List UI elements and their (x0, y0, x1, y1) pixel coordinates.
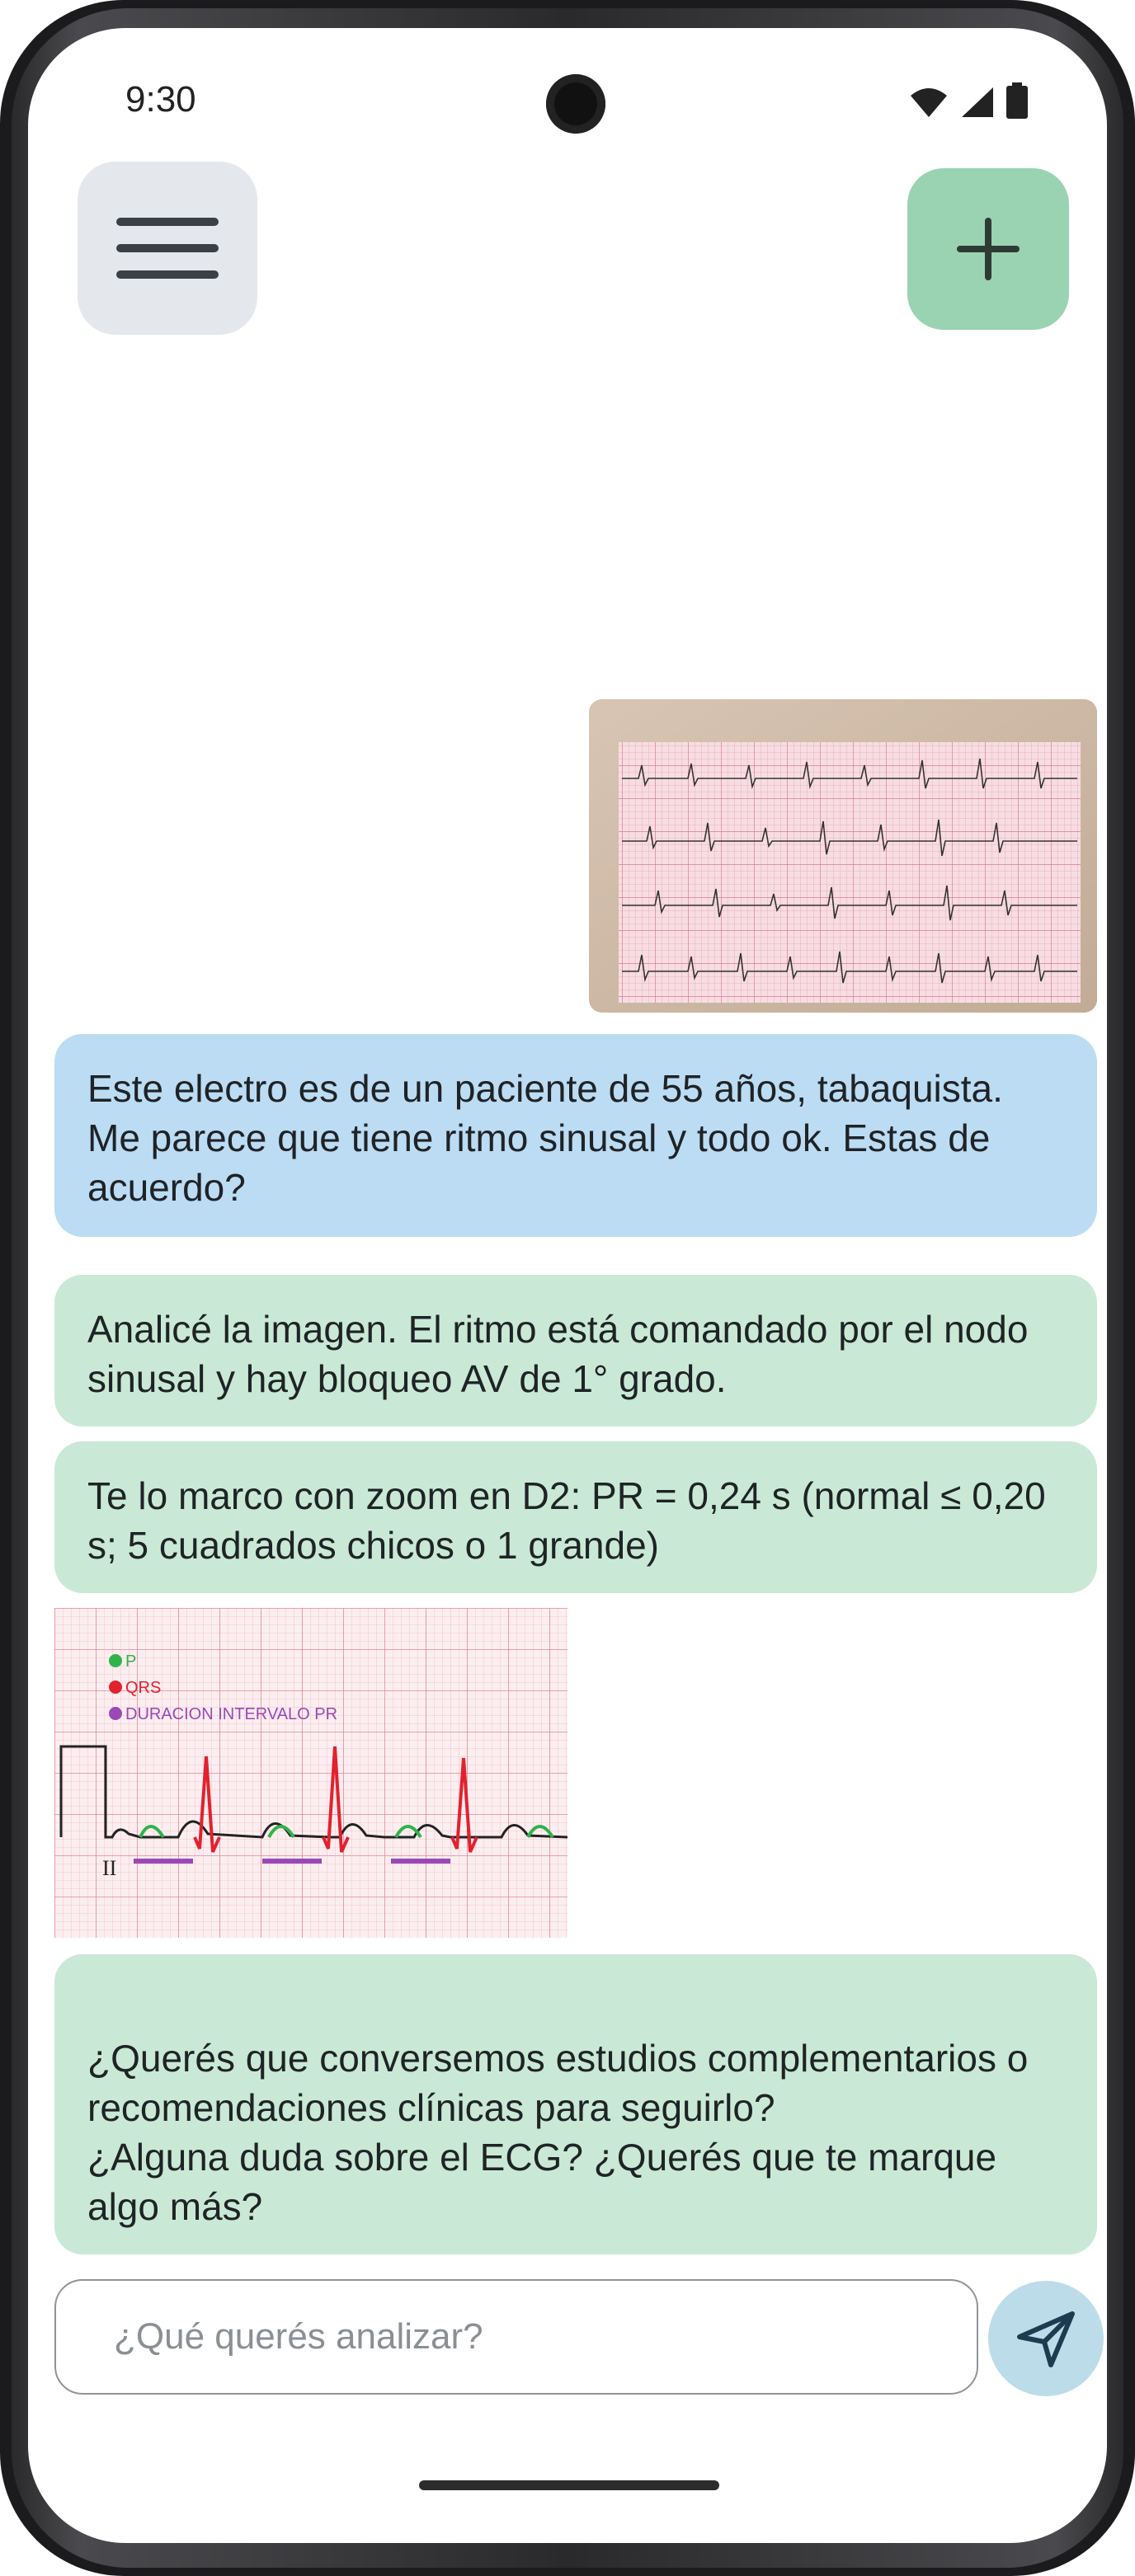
assistant-message-bubble (54, 1954, 1097, 2254)
lead-label: II (102, 1856, 117, 1880)
ecg-lead-ii-chart (54, 1608, 568, 1938)
plus-icon (907, 168, 1069, 330)
hamburger-menu-icon (116, 218, 219, 226)
assistant-message-bubble (54, 1275, 1097, 1427)
legend-pr-dot (109, 1707, 122, 1720)
new-chat-button[interactable] (907, 168, 1069, 330)
wifi-icon (909, 86, 949, 119)
battery-icon (1006, 82, 1028, 119)
status-bar (28, 28, 1107, 127)
legend-qrs-dot (109, 1681, 122, 1694)
screen (28, 28, 1107, 2543)
assistant-message-text: Te lo marco con zoom en D2: PR = 0,24 s (normal ≤ 0,20 s; 5 cuadrados chicos o 1 grande) (87, 1474, 1046, 1567)
status-icons (909, 82, 1028, 119)
legend-pr-label: DURACION INTERVALO PR (125, 1705, 338, 1723)
status-time: 9:30 (125, 79, 196, 120)
user-message-text: Este electro es de un paciente de 55 años, tabaquista. Me parece que tiene ritmo sinusal y todo ok. Estas de acuerdo? (87, 1067, 1003, 1209)
assistant-message-text: ¿Querés que conversemos estudios complementarios o recomendaciones clínicas para seguirlo? ¿Alguna duda sobre el ECG? ¿Querés que te marque algo más? (87, 2037, 1029, 2228)
assistant-message-text: Analicé la imagen. El ritmo está comandado por el nodo sinusal y hay bloqueo AV de 1° grado. (87, 1308, 1029, 1400)
message-input[interactable] (54, 2279, 978, 2395)
home-indicator[interactable] (419, 2480, 719, 2490)
front-camera (546, 74, 605, 134)
zoomed-ecg-image[interactable] (54, 1608, 568, 1938)
legend-p-dot (109, 1654, 122, 1667)
assistant-message-bubble (54, 1441, 1097, 1593)
user-message-bubble (54, 1034, 1097, 1237)
hamburger-menu-icon-line (116, 244, 219, 252)
ecg-strip-image (589, 699, 1097, 1013)
send-button[interactable] (988, 2281, 1104, 2396)
menu-button[interactable] (78, 162, 257, 335)
signal-icon (960, 86, 995, 119)
attached-ecg-photo[interactable] (589, 699, 1097, 1013)
legend-p-label: P (125, 1652, 137, 1671)
legend-qrs-label: QRS (125, 1679, 162, 1697)
send-icon (1013, 2306, 1079, 2372)
hamburger-menu-icon-line (116, 270, 219, 279)
